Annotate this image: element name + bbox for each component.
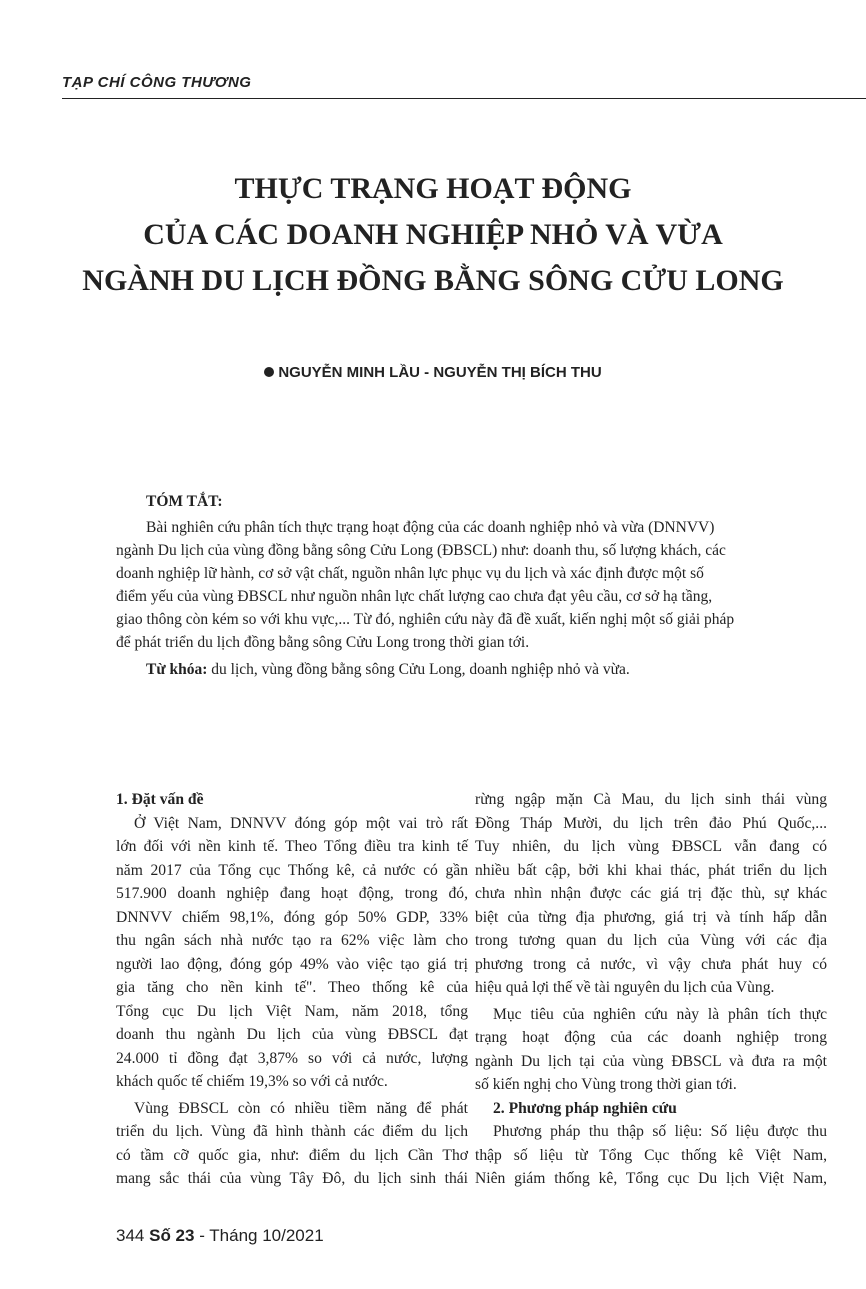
text-line: Phương pháp thu thập số liệu: Số liệu được thu (493, 1123, 827, 1140)
text-line: thu ngân sách nhà nước tạo ra 62% việc làm cho (116, 932, 468, 949)
text-line: doanh thu ngành Du lịch của vùng ĐBSCL đạt (116, 1026, 468, 1043)
section-heading: 2. Phương pháp nghiên cứu (493, 1099, 677, 1117)
keywords (146, 658, 724, 681)
text-line: số kiến nghị cho Vùng trong thời gian tới. (475, 1076, 737, 1093)
title-line: CỦA CÁC DOANH NGHIỆP NHỎ VÀ VỪA (143, 218, 723, 251)
text-line: Vùng ĐBSCL còn có nhiều tiềm năng để phát (134, 1099, 468, 1117)
text-line: người lao động, đóng góp 49% vào việc tạo giá trị (116, 955, 468, 973)
keywords-label: Từ khóa: (146, 661, 208, 678)
text-line: trong tương quan du lịch của Vùng với các địa (475, 932, 827, 949)
text-line: Mục tiêu của nghiên cứu này là phân tích thực (493, 1005, 827, 1023)
text-line: lớn đối với nền kinh tế. Theo Tổng điều tra kinh tế (116, 838, 468, 855)
page-footer (116, 1226, 324, 1246)
section-heading: 1. Đặt vấn đề (116, 791, 204, 808)
text-line: 24.000 tỉ đồng đạt 3,87% so với cả nước, lượng (116, 1049, 468, 1067)
abstract (116, 490, 735, 681)
text-line: trạng hoạt động của các doanh nghiệp trong (475, 1029, 827, 1046)
article-title (40, 166, 826, 304)
text-line: hiệu quả lợi thế về tài nguyên du lịch của Vùng. (475, 979, 775, 996)
text-line: Niên giám thống kê, Tổng cục Du lịch Việt Nam, (475, 1170, 827, 1187)
text-line: Tổng cục Du lịch Việt Nam, năm 2018, tổng (116, 1002, 468, 1020)
text-line: mang sắc thái của vùng Tây Đô, du lịch sinh thái (116, 1170, 468, 1187)
abstract-line: ngành Du lịch của vùng đồng bằng sông Cửu Long (ĐBSCL) như: doanh thu, số lượng khách, các (116, 542, 726, 559)
text-line: Ở Việt Nam, DNNVV đóng góp một vai trò rất (134, 814, 468, 832)
abstract-line: doanh nghiệp lữ hành, cơ sở vật chất, nguồn nhân lực phục vụ du lịch và xác định được một số (116, 565, 704, 582)
right-column (475, 788, 827, 1191)
text-line: Đồng Tháp Mười, du lịch trên đảo Phú Quốc,... (475, 814, 827, 832)
abstract-line: giao thông còn kém so với khu vực,... Từ đó, nghiên cứu này đã đề xuất, kiến nghị một số giải pháp (116, 611, 735, 628)
text-line: DNNVV chiếm 98,1%, đóng góp 50% GDP, 33% (116, 908, 468, 926)
left-column (116, 788, 468, 1191)
text-line: thập số liệu từ Tổng Cục thống kê Việt Nam, (475, 1146, 827, 1164)
abstract-line: Bài nghiên cứu phân tích thực trạng hoạt động của các doanh nghiệp nhỏ và vừa (DNNVV) (146, 519, 715, 536)
text-line: rừng ngập mặn Cà Mau, du lịch sinh thái vùng (475, 791, 827, 808)
text-line: phương trong cả nước, vì vậy chưa phát huy có (475, 955, 827, 973)
author-names: NGUYỄN MINH LẦU - NGUYỄN THỊ BÍCH THU (278, 364, 602, 381)
header-rule (62, 98, 866, 99)
text-line: chưa nhìn nhận được các giá trị đặc thù, sự khác (475, 885, 827, 902)
page-number: 344 (116, 1226, 145, 1245)
abstract-line: để phát triển du lịch đồng bằng sông Cửu Long trong thời gian tới. (116, 634, 530, 651)
issue-number: Số 23 (149, 1226, 195, 1245)
text-line: 517.900 doanh nghiệp đang hoạt động, trong đó, (116, 885, 468, 902)
abstract-line: điểm yếu của vùng ĐBSCL như nguồn nhân lực chất lượng cao chưa đạt yêu cầu, cơ sở hạ tầng, (116, 588, 713, 605)
text-line: triển du lịch. Vùng đã hình thành các điểm du lịch (116, 1123, 468, 1140)
journal-header: TẠP CHÍ CÔNG THƯƠNG (62, 74, 252, 91)
abstract-heading: TÓM TẮT: (146, 493, 223, 510)
bullet-icon (264, 367, 274, 377)
author-line (0, 364, 866, 381)
text-line: khách quốc tế chiếm 19,3% so với cả nước. (116, 1073, 388, 1090)
text-line: có tầm cỡ quốc gia, như: điểm du lịch Cần Thơ (116, 1146, 468, 1164)
text-line: nhiều bất cập, bởi khi khai thác, phát triển du lịch (475, 861, 827, 879)
text-line: năm 2017 của Tổng cục Thống kê, cả nước có gần (116, 861, 468, 879)
issue-date: - Tháng 10/2021 (194, 1226, 324, 1245)
keywords-text: du lịch, vùng đồng bằng sông Cửu Long, doanh nghiệp nhỏ và vừa. (207, 661, 630, 678)
abstract-body (116, 516, 735, 654)
text-line: Tuy nhiên, du lịch vùng ĐBSCL vẫn đang có (475, 838, 827, 855)
text-line: ngành Du lịch tại của vùng ĐBSCL và đưa ra một (475, 1052, 827, 1070)
title-line: NGÀNH DU LỊCH ĐỒNG BẰNG SÔNG CỬU LONG (82, 264, 784, 297)
text-line: gia tăng cho nền kinh tế". Theo thống kê của (116, 979, 468, 996)
text-line: biệt của từng địa phương, giá trị và tính hấp dẫn (475, 908, 827, 926)
title-line: THỰC TRẠNG HOẠT ĐỘNG (234, 172, 632, 205)
